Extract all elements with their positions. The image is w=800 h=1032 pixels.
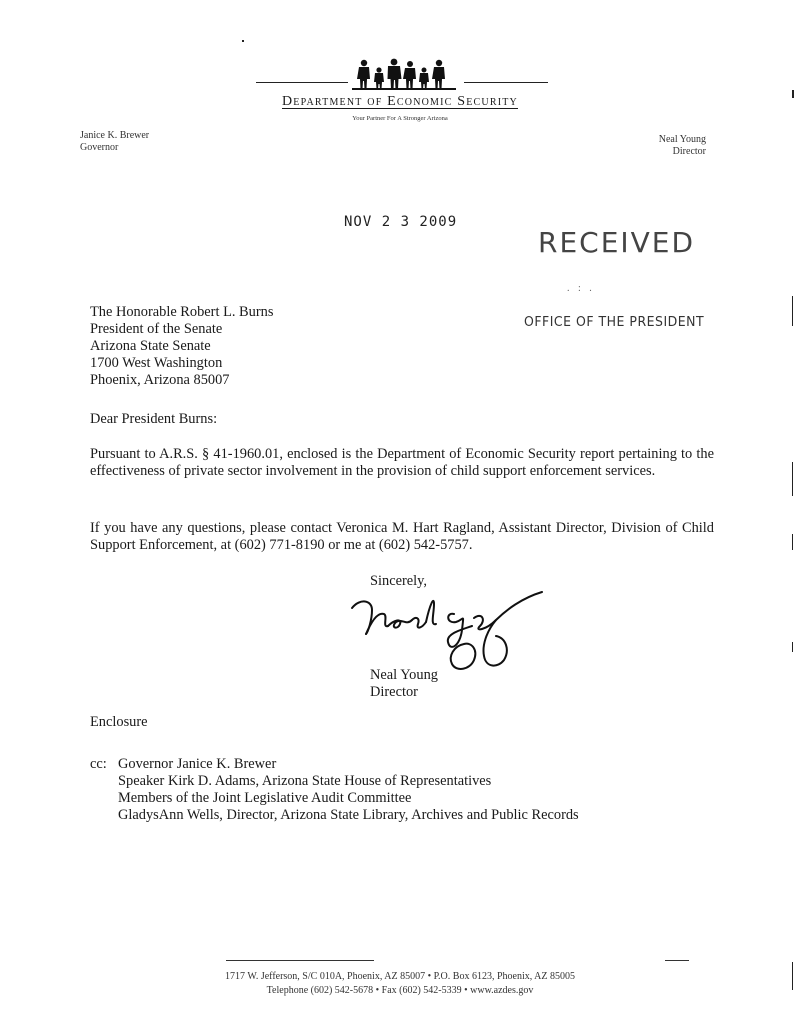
addressee-line: Phoenix, Arizona 85007 (90, 372, 230, 388)
footer-rule-left (226, 960, 374, 961)
scan-speck (792, 90, 794, 98)
office-of-president-stamp: OFFICE OF THE PRESIDENT (524, 313, 705, 330)
director-block (659, 134, 706, 158)
cc-recipient: GladysAnn Wells, Director, Arizona State Library, Archives and Public Records (118, 807, 579, 823)
date-received-stamp: NOV 2 3 2009 (344, 214, 458, 230)
cc-recipient: Speaker Kirk D. Adams, Arizona State House of Representatives (118, 773, 492, 789)
governor-name: Janice K. Brewer (80, 130, 150, 141)
governor-title: Governor (80, 142, 119, 153)
body-paragraph-report: Pursuant to A.R.S. § 41-1960.01, enclosed is the Department of Economic Security report pertaining to the effectiveness of private sector involvement in the provision of child support enforcement services. (90, 446, 714, 479)
letterhead-rule-right (464, 82, 548, 83)
footer-contact-line: Telephone (602) 542-5678 • Fax (602) 542-5339 • www.azdes.gov (266, 985, 534, 996)
director-name: Neal Young (658, 134, 706, 145)
scan-speck (792, 462, 793, 496)
cc-recipient: Members of the Joint Legislative Audit Committee (118, 790, 412, 806)
department-tagline: Your Partner For A Stronger Arizona (352, 115, 448, 122)
signer-title: Director (370, 684, 418, 700)
addressee-line: President of the Senate (90, 321, 223, 337)
handwritten-signature (346, 590, 556, 679)
stamp-dots: . : . (567, 283, 595, 294)
scan-speck (792, 534, 793, 550)
salutation: Dear President Burns: (90, 411, 218, 427)
cc-label: cc: (90, 756, 107, 772)
family-silhouette-icon (352, 58, 460, 92)
cc-list (118, 756, 579, 824)
footer-address-line: 1717 W. Jefferson, S/C 010A, Phoenix, AZ 85007 • P.O. Box 6123, Phoenix, AZ 85005 (225, 971, 575, 982)
governor-block (80, 130, 149, 154)
letterhead-rule-left (256, 82, 348, 83)
scan-speck (792, 962, 793, 990)
signer-block (370, 667, 438, 701)
scan-speck (792, 296, 793, 326)
footer-address (100, 970, 700, 998)
des-family-logo (352, 58, 460, 97)
cc-recipient: Governor Janice K. Brewer (118, 756, 277, 772)
enclosure-note: Enclosure (90, 714, 148, 730)
received-stamp: RECEIVED (538, 226, 696, 259)
footer-rule-right (665, 960, 689, 961)
signer-name: Neal Young (370, 667, 438, 683)
scan-speck (792, 642, 793, 652)
director-title: Director (672, 146, 706, 157)
addressee-line: 1700 West Washington (90, 355, 223, 371)
body-paragraph-contact: If you have any questions, please contact Veronica M. Hart Ragland, Assistant Director, Division of Child Support Enforcement, at (602) 771-8190 or me at (602) 542-5757. (90, 520, 714, 553)
addressee-line: The Honorable Robert L. Burns (90, 304, 274, 320)
scan-speck (242, 40, 244, 42)
addressee-line: Arizona State Senate (90, 338, 211, 354)
addressee-block (90, 304, 273, 389)
closing: Sincerely, (370, 573, 428, 589)
department-name: Department of Economic Security (282, 94, 518, 109)
